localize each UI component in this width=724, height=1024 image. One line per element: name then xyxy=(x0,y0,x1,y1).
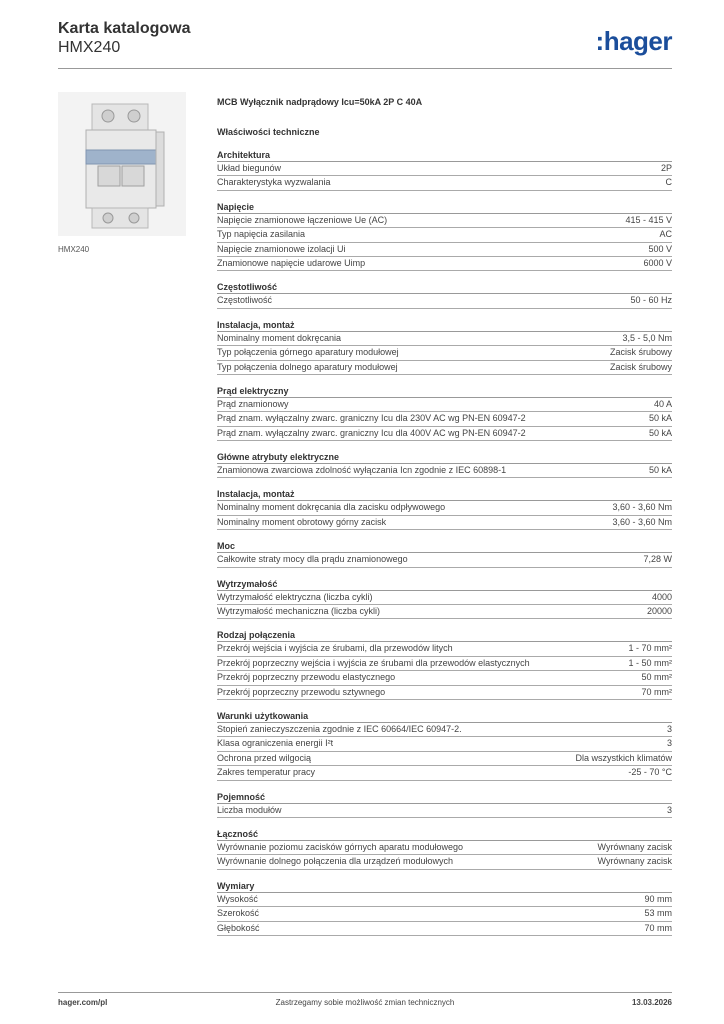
properties-heading: Właściwości techniczne xyxy=(217,127,320,137)
spec-label: Nominalny moment obrotowy górny zacisk xyxy=(217,516,387,527)
spec-label: Wysokość xyxy=(217,893,258,904)
spec-label: Typ napięcia zasilania xyxy=(217,229,306,240)
spec-row xyxy=(217,841,672,855)
spec-label: Typ połączenia górnego aparatury modułowej xyxy=(217,347,399,358)
section-title: Warunki użytkowania xyxy=(217,710,672,723)
spec-label: Nominalny moment dokręcania dla zacisku odpływowego xyxy=(217,502,446,513)
document-footer xyxy=(58,998,672,1012)
spec-label: Napięcie znamionowe łączeniowe Ue (AC) xyxy=(217,214,388,225)
spec-label: Znamionowe napięcie udarowe Uimp xyxy=(217,257,366,268)
footer-date: 13.03.2026 xyxy=(631,998,672,1007)
spec-value: 53 mm xyxy=(644,908,672,919)
spec-row xyxy=(217,737,672,751)
spec-row xyxy=(217,228,672,242)
section-title: Napięcie xyxy=(217,201,672,214)
spec-row xyxy=(217,723,672,737)
spec-section xyxy=(217,880,672,936)
spec-label: Całkowite straty mocy dla prądu znamionowego xyxy=(217,554,408,565)
footer-note: Zastrzegamy sobie możliwość zmian technicznych xyxy=(275,998,455,1007)
spec-label: Głębokość xyxy=(217,922,260,933)
spec-row xyxy=(217,686,672,700)
spec-value: Dla wszystkich klimatów xyxy=(575,752,672,763)
spec-label: Częstotliwość xyxy=(217,295,273,306)
spec-label: Stopień zanieczyszczenia zgodnie z IEC 60664/IEC 60947-2. xyxy=(217,723,462,734)
spec-label: Zakres temperatur pracy xyxy=(217,767,316,778)
image-caption: HMX240 xyxy=(58,245,90,254)
spec-row xyxy=(217,214,672,228)
spec-value: 90 mm xyxy=(644,893,672,904)
spec-row xyxy=(217,591,672,605)
product-code: HMX240 xyxy=(58,39,121,56)
spec-label: Ochrona przed wilgocią xyxy=(217,752,312,763)
spec-label: Typ połączenia dolnego aparatury modułowej xyxy=(217,361,398,372)
section-title: Częstotliwość xyxy=(217,281,672,294)
spec-value: 70 mm xyxy=(644,922,672,933)
spec-sections xyxy=(217,149,672,936)
spec-section xyxy=(217,578,672,620)
spec-section xyxy=(217,281,672,308)
spec-row xyxy=(217,464,672,478)
footer-website: hager.com/pl xyxy=(58,998,108,1007)
spec-row xyxy=(217,361,672,375)
section-title: Główne atrybuty elektryczne xyxy=(217,451,672,464)
spec-row xyxy=(217,752,672,766)
section-title: Instalacja, montaż xyxy=(217,488,672,501)
spec-section xyxy=(217,629,672,700)
header-divider xyxy=(58,68,672,69)
spec-row xyxy=(217,412,672,426)
spec-label: Prąd znam. wyłączalny zwarc. graniczny Icu dla 400V AC wg PN-EN 60947-2 xyxy=(217,427,526,438)
spec-value: 7,28 W xyxy=(643,554,672,565)
spec-value: 500 V xyxy=(648,243,672,254)
spec-label: Liczba modułów xyxy=(217,804,282,815)
spec-value: 6000 V xyxy=(643,257,672,268)
spec-value: 50 - 60 Hz xyxy=(630,295,672,306)
spec-section xyxy=(217,319,672,375)
spec-section xyxy=(217,540,672,567)
spec-label: Nominalny moment dokręcania xyxy=(217,332,342,343)
spec-label: Wyrównanie dolnego połączenia dla urządzeń modułowych xyxy=(217,856,454,867)
spec-row xyxy=(217,243,672,257)
section-title: Pojemność xyxy=(217,791,672,804)
spec-label: Przekrój wejścia i wyjścia ze śrubami, dla przewodów litych xyxy=(217,643,453,654)
spec-row xyxy=(217,671,672,685)
spec-row xyxy=(217,907,672,921)
spec-label: Przekrój poprzeczny wejścia i wyjścia ze śrubami dla przewodów elastycznych xyxy=(217,657,530,668)
spec-label: Klasa ograniczenia energii I²t xyxy=(217,738,334,749)
spec-row xyxy=(217,766,672,780)
spec-value: 20000 xyxy=(646,606,672,617)
spec-row xyxy=(217,501,672,515)
spec-label: Przekrój poprzeczny przewodu sztywnego xyxy=(217,686,386,697)
spec-value: 1 - 50 mm² xyxy=(628,657,672,668)
spec-value: Wyrównany zacisk xyxy=(597,841,672,852)
spec-section xyxy=(217,451,672,478)
spec-row xyxy=(217,893,672,907)
document-header xyxy=(58,20,672,70)
spec-row xyxy=(217,176,672,190)
spec-row xyxy=(217,516,672,530)
spec-value: 4000 xyxy=(651,591,672,602)
spec-value: 50 mm² xyxy=(641,672,672,683)
spec-value: 2P xyxy=(660,163,672,173)
spec-label: Prąd znam. wyłączalny zwarc. graniczny Icu dla 230V AC wg PN-EN 60947-2 xyxy=(217,413,526,424)
spec-row xyxy=(217,427,672,441)
document-title: Karta katalogowa xyxy=(58,20,191,37)
spec-label: Szerokość xyxy=(217,908,260,919)
spec-value: Wyrównany zacisk xyxy=(597,856,672,867)
spec-value: C xyxy=(665,177,672,188)
section-title: Prąd elektryczny xyxy=(217,385,672,398)
spec-label: Wytrzymałość mechaniczna (liczba cykli) xyxy=(217,606,380,617)
spec-row xyxy=(217,605,672,619)
spec-value: 3 xyxy=(666,738,672,749)
spec-value: 70 mm² xyxy=(641,686,672,697)
spec-value: 3 xyxy=(666,723,672,734)
spec-row xyxy=(217,657,672,671)
section-title: Łączność xyxy=(217,828,672,841)
spec-section xyxy=(217,791,672,818)
spec-value: 3,60 - 3,60 Nm xyxy=(612,502,672,513)
spec-value: -25 - 70 °C xyxy=(628,767,672,778)
spec-value: Zacisk śrubowy xyxy=(609,347,672,358)
product-title: MCB Wyłącznik nadprądowy Icu=50kA 2P C 40A xyxy=(217,97,423,107)
section-title: Instalacja, montaż xyxy=(217,319,672,332)
spec-value: AC xyxy=(659,229,672,240)
spec-row xyxy=(217,804,672,818)
spec-row xyxy=(217,398,672,412)
spec-value: 415 - 415 V xyxy=(625,214,672,225)
spec-value: 1 - 70 mm² xyxy=(628,643,672,654)
spec-row xyxy=(217,294,672,308)
spec-row xyxy=(217,922,672,936)
circuit-breaker-icon xyxy=(58,92,186,236)
section-title: Wytrzymałość xyxy=(217,578,672,591)
spec-row xyxy=(217,332,672,346)
section-title: Architektura xyxy=(217,149,672,162)
spec-value: 50 kA xyxy=(648,427,672,438)
spec-label: Wyrównanie poziomu zacisków górnych aparatu modułowego xyxy=(217,841,464,852)
spec-row xyxy=(217,642,672,656)
spec-section xyxy=(217,710,672,781)
spec-value: 3,5 - 5,0 Nm xyxy=(622,332,672,343)
spec-value: 50 kA xyxy=(648,465,672,476)
spec-label: Znamionowa zwarciowa zdolność wyłączania Icn zgodnie z IEC 60898-1 xyxy=(217,465,507,476)
spec-section xyxy=(217,385,672,441)
spec-row xyxy=(217,553,672,567)
spec-row xyxy=(217,162,672,176)
spec-row xyxy=(217,346,672,360)
spec-value: 3 xyxy=(666,804,672,815)
spec-label: Prąd znamionowy xyxy=(217,398,289,409)
spec-value: 50 kA xyxy=(648,413,672,424)
spec-label: Układ biegunów xyxy=(217,163,282,173)
spec-row xyxy=(217,855,672,869)
spec-row xyxy=(217,257,672,271)
spec-section xyxy=(217,828,672,870)
section-title: Wymiary xyxy=(217,880,672,893)
spec-value: Zacisk śrubowy xyxy=(609,361,672,372)
spec-content xyxy=(217,95,672,936)
footer-divider xyxy=(58,992,672,993)
section-title: Moc xyxy=(217,540,672,553)
spec-label: Wytrzymałość elektryczna (liczba cykli) xyxy=(217,591,373,602)
spec-section xyxy=(217,149,672,191)
spec-section xyxy=(217,201,672,272)
spec-label: Charakterystyka wyzwalania xyxy=(217,177,331,188)
spec-value: 40 A xyxy=(653,398,672,409)
product-image xyxy=(58,92,186,236)
spec-label: Napięcie znamionowe izolacji Ui xyxy=(217,243,346,254)
spec-label: Przekrój poprzeczny przewodu elastycznego xyxy=(217,672,396,683)
hager-logo: :hager xyxy=(595,26,672,56)
spec-value: 3,60 - 3,60 Nm xyxy=(612,516,672,527)
spec-section xyxy=(217,488,672,530)
section-title: Rodzaj połączenia xyxy=(217,629,672,642)
